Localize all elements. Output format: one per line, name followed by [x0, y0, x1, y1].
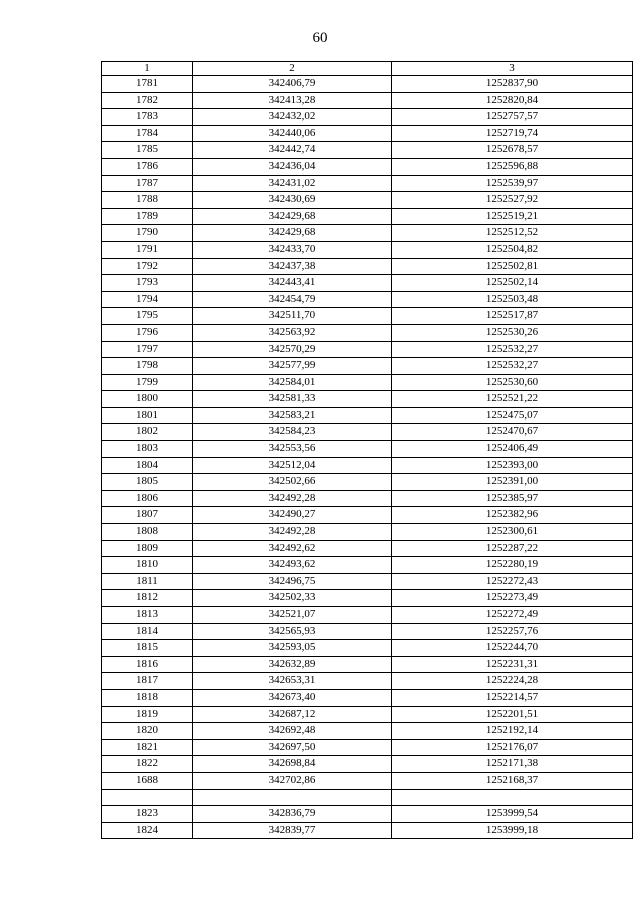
- point-number-cell: 1817: [102, 673, 193, 690]
- table-row: [102, 507, 633, 524]
- point-number-cell: 1818: [102, 689, 193, 706]
- x-coordinate-cell: 342632,89: [193, 656, 392, 673]
- y-coordinate-cell: 1252272,49: [392, 607, 633, 624]
- x-coordinate-cell: 342493,62: [193, 557, 392, 574]
- point-number-cell: 1787: [102, 175, 193, 192]
- y-coordinate-cell: 1252393,00: [392, 457, 633, 474]
- x-coordinate-cell: 342583,21: [193, 407, 392, 424]
- y-coordinate-cell: 1252176,07: [392, 739, 633, 756]
- y-coordinate-cell: 1252224,28: [392, 673, 633, 690]
- table-row: [102, 557, 633, 574]
- x-coordinate-cell: 342521,07: [193, 607, 392, 624]
- point-number-cell: 1811: [102, 573, 193, 590]
- x-coordinate-cell: 342437,38: [193, 258, 392, 275]
- table-row: [102, 407, 633, 424]
- x-coordinate-cell: 342839,77: [193, 822, 392, 839]
- point-number-cell: 1815: [102, 640, 193, 657]
- y-coordinate-cell: [392, 789, 633, 806]
- point-number-cell: 1802: [102, 424, 193, 441]
- point-number-cell: 1816: [102, 656, 193, 673]
- point-number-cell: 1790: [102, 225, 193, 242]
- y-coordinate-cell: 1252517,87: [392, 308, 633, 325]
- y-coordinate-cell: 1252273,49: [392, 590, 633, 607]
- table-body: [102, 76, 633, 839]
- x-coordinate-cell: 342432,02: [193, 109, 392, 126]
- table-row: [102, 623, 633, 640]
- point-number-cell: 1782: [102, 92, 193, 109]
- point-number-cell: 1820: [102, 723, 193, 740]
- table-row: [102, 92, 633, 109]
- point-number-cell: 1803: [102, 441, 193, 458]
- x-coordinate-cell: 342496,75: [193, 573, 392, 590]
- column-header-1: 1: [102, 62, 193, 76]
- table-row: [102, 457, 633, 474]
- point-number-cell: 1798: [102, 358, 193, 375]
- y-coordinate-cell: 1252300,61: [392, 524, 633, 541]
- table-header-row: [102, 62, 633, 76]
- y-coordinate-cell: 1252539,97: [392, 175, 633, 192]
- y-coordinate-cell: 1252287,22: [392, 540, 633, 557]
- y-coordinate-cell: 1252192,14: [392, 723, 633, 740]
- x-coordinate-cell: 342442,74: [193, 142, 392, 159]
- y-coordinate-cell: 1252171,38: [392, 756, 633, 773]
- y-coordinate-cell: 1252530,26: [392, 324, 633, 341]
- table-row: [102, 158, 633, 175]
- y-coordinate-cell: 1252519,21: [392, 208, 633, 225]
- x-coordinate-cell: 342702,86: [193, 772, 392, 789]
- table-row: [102, 756, 633, 773]
- x-coordinate-cell: 342836,79: [193, 806, 392, 823]
- table-row: [102, 822, 633, 839]
- point-number-cell: 1793: [102, 275, 193, 292]
- table-row: [102, 524, 633, 541]
- y-coordinate-cell: 1252502,81: [392, 258, 633, 275]
- x-coordinate-cell: [193, 789, 392, 806]
- y-coordinate-cell: 1252280,19: [392, 557, 633, 574]
- y-coordinate-cell: 1252257,76: [392, 623, 633, 640]
- coordinates-table: [101, 61, 633, 839]
- point-number-cell: 1823: [102, 806, 193, 823]
- y-coordinate-cell: 1252503,48: [392, 291, 633, 308]
- x-coordinate-cell: 342563,92: [193, 324, 392, 341]
- x-coordinate-cell: 342413,28: [193, 92, 392, 109]
- point-number-cell: 1800: [102, 391, 193, 408]
- table-row: [102, 723, 633, 740]
- point-number-cell: 1799: [102, 374, 193, 391]
- table-row: [102, 275, 633, 292]
- y-coordinate-cell: 1252168,37: [392, 772, 633, 789]
- table-row: [102, 76, 633, 93]
- x-coordinate-cell: 342490,27: [193, 507, 392, 524]
- y-coordinate-cell: 1252244,70: [392, 640, 633, 657]
- x-coordinate-cell: 342502,33: [193, 590, 392, 607]
- point-number-cell: 1688: [102, 772, 193, 789]
- table-row: [102, 441, 633, 458]
- x-coordinate-cell: 342697,50: [193, 739, 392, 756]
- x-coordinate-cell: 342443,41: [193, 275, 392, 292]
- x-coordinate-cell: 342584,23: [193, 424, 392, 441]
- table-row: [102, 225, 633, 242]
- table-row: [102, 573, 633, 590]
- point-number-cell: 1813: [102, 607, 193, 624]
- x-coordinate-cell: 342436,04: [193, 158, 392, 175]
- x-coordinate-cell: 342698,84: [193, 756, 392, 773]
- table-row: [102, 192, 633, 209]
- point-number-cell: 1808: [102, 524, 193, 541]
- y-coordinate-cell: 1252406,49: [392, 441, 633, 458]
- table-row: [102, 175, 633, 192]
- y-coordinate-cell: 1252837,90: [392, 76, 633, 93]
- table-row: [102, 590, 633, 607]
- x-coordinate-cell: 342492,28: [193, 490, 392, 507]
- table-row: [102, 291, 633, 308]
- table-row: [102, 258, 633, 275]
- x-coordinate-cell: 342565,93: [193, 623, 392, 640]
- page-number: 60: [312, 30, 328, 46]
- x-coordinate-cell: 342577,99: [193, 358, 392, 375]
- y-coordinate-cell: 1252820,84: [392, 92, 633, 109]
- x-coordinate-cell: 342429,68: [193, 208, 392, 225]
- y-coordinate-cell: 1252532,27: [392, 358, 633, 375]
- point-number-cell: 1814: [102, 623, 193, 640]
- point-number-cell: 1801: [102, 407, 193, 424]
- x-coordinate-cell: 342431,02: [193, 175, 392, 192]
- y-coordinate-cell: 1252231,31: [392, 656, 633, 673]
- table-row: [102, 241, 633, 258]
- x-coordinate-cell: 342687,12: [193, 706, 392, 723]
- y-coordinate-cell: 1252719,74: [392, 125, 633, 142]
- column-header-2: 2: [193, 62, 392, 76]
- table-row: [102, 142, 633, 159]
- point-number-cell: 1807: [102, 507, 193, 524]
- point-number-cell: 1805: [102, 474, 193, 491]
- table-row: [102, 374, 633, 391]
- table-row: [102, 341, 633, 358]
- x-coordinate-cell: 342653,31: [193, 673, 392, 690]
- point-number-cell: 1789: [102, 208, 193, 225]
- table-row: [102, 125, 633, 142]
- x-coordinate-cell: 342454,79: [193, 291, 392, 308]
- point-number-cell: 1795: [102, 308, 193, 325]
- y-coordinate-cell: 1252382,96: [392, 507, 633, 524]
- table-row: [102, 607, 633, 624]
- table-row: [102, 789, 633, 806]
- y-coordinate-cell: 1252201,51: [392, 706, 633, 723]
- y-coordinate-cell: 1252272,43: [392, 573, 633, 590]
- x-coordinate-cell: 342511,70: [193, 308, 392, 325]
- point-number-cell: 1806: [102, 490, 193, 507]
- x-coordinate-cell: 342584,01: [193, 374, 392, 391]
- table-row: [102, 689, 633, 706]
- y-coordinate-cell: 1252527,92: [392, 192, 633, 209]
- table-row: [102, 640, 633, 657]
- y-coordinate-cell: 1252475,07: [392, 407, 633, 424]
- table-row: [102, 391, 633, 408]
- y-coordinate-cell: 1252502,14: [392, 275, 633, 292]
- x-coordinate-cell: 342406,79: [193, 76, 392, 93]
- y-coordinate-cell: 1252470,67: [392, 424, 633, 441]
- point-number-cell: 1788: [102, 192, 193, 209]
- table-row: [102, 208, 633, 225]
- y-coordinate-cell: 1253999,54: [392, 806, 633, 823]
- column-header-3: 3: [392, 62, 633, 76]
- point-number-cell: 1822: [102, 756, 193, 773]
- table-row: [102, 308, 633, 325]
- table-row: [102, 706, 633, 723]
- point-number-cell: 1809: [102, 540, 193, 557]
- point-number-cell: 1791: [102, 241, 193, 258]
- x-coordinate-cell: 342553,56: [193, 441, 392, 458]
- x-coordinate-cell: 342433,70: [193, 241, 392, 258]
- x-coordinate-cell: 342692,48: [193, 723, 392, 740]
- point-number-cell: 1819: [102, 706, 193, 723]
- point-number-cell: 1804: [102, 457, 193, 474]
- point-number-cell: [102, 789, 193, 806]
- y-coordinate-cell: 1252678,57: [392, 142, 633, 159]
- y-coordinate-cell: 1253999,18: [392, 822, 633, 839]
- y-coordinate-cell: 1252512,52: [392, 225, 633, 242]
- point-number-cell: 1796: [102, 324, 193, 341]
- x-coordinate-cell: 342502,66: [193, 474, 392, 491]
- x-coordinate-cell: 342581,33: [193, 391, 392, 408]
- table-row: [102, 358, 633, 375]
- table-row: [102, 490, 633, 507]
- point-number-cell: 1785: [102, 142, 193, 159]
- point-number-cell: 1792: [102, 258, 193, 275]
- x-coordinate-cell: 342440,06: [193, 125, 392, 142]
- table-row: [102, 739, 633, 756]
- table-row: [102, 324, 633, 341]
- table-row: [102, 474, 633, 491]
- y-coordinate-cell: 1252757,57: [392, 109, 633, 126]
- y-coordinate-cell: 1252532,27: [392, 341, 633, 358]
- table-row: [102, 806, 633, 823]
- y-coordinate-cell: 1252214,57: [392, 689, 633, 706]
- point-number-cell: 1810: [102, 557, 193, 574]
- y-coordinate-cell: 1252391,00: [392, 474, 633, 491]
- y-coordinate-cell: 1252504,82: [392, 241, 633, 258]
- x-coordinate-cell: 342429,68: [193, 225, 392, 242]
- y-coordinate-cell: 1252596,88: [392, 158, 633, 175]
- x-coordinate-cell: 342570,29: [193, 341, 392, 358]
- point-number-cell: 1824: [102, 822, 193, 839]
- table-row: [102, 656, 633, 673]
- point-number-cell: 1781: [102, 76, 193, 93]
- point-number-cell: 1786: [102, 158, 193, 175]
- table-row: [102, 673, 633, 690]
- x-coordinate-cell: 342492,28: [193, 524, 392, 541]
- table-row: [102, 540, 633, 557]
- y-coordinate-cell: 1252521,22: [392, 391, 633, 408]
- x-coordinate-cell: 342593,05: [193, 640, 392, 657]
- point-number-cell: 1821: [102, 739, 193, 756]
- point-number-cell: 1783: [102, 109, 193, 126]
- point-number-cell: 1794: [102, 291, 193, 308]
- x-coordinate-cell: 342512,04: [193, 457, 392, 474]
- table-row: [102, 109, 633, 126]
- point-number-cell: 1784: [102, 125, 193, 142]
- table-row: [102, 772, 633, 789]
- x-coordinate-cell: 342673,40: [193, 689, 392, 706]
- point-number-cell: 1812: [102, 590, 193, 607]
- x-coordinate-cell: 342430,69: [193, 192, 392, 209]
- y-coordinate-cell: 1252385,97: [392, 490, 633, 507]
- x-coordinate-cell: 342492,62: [193, 540, 392, 557]
- point-number-cell: 1797: [102, 341, 193, 358]
- table-row: [102, 424, 633, 441]
- y-coordinate-cell: 1252530,60: [392, 374, 633, 391]
